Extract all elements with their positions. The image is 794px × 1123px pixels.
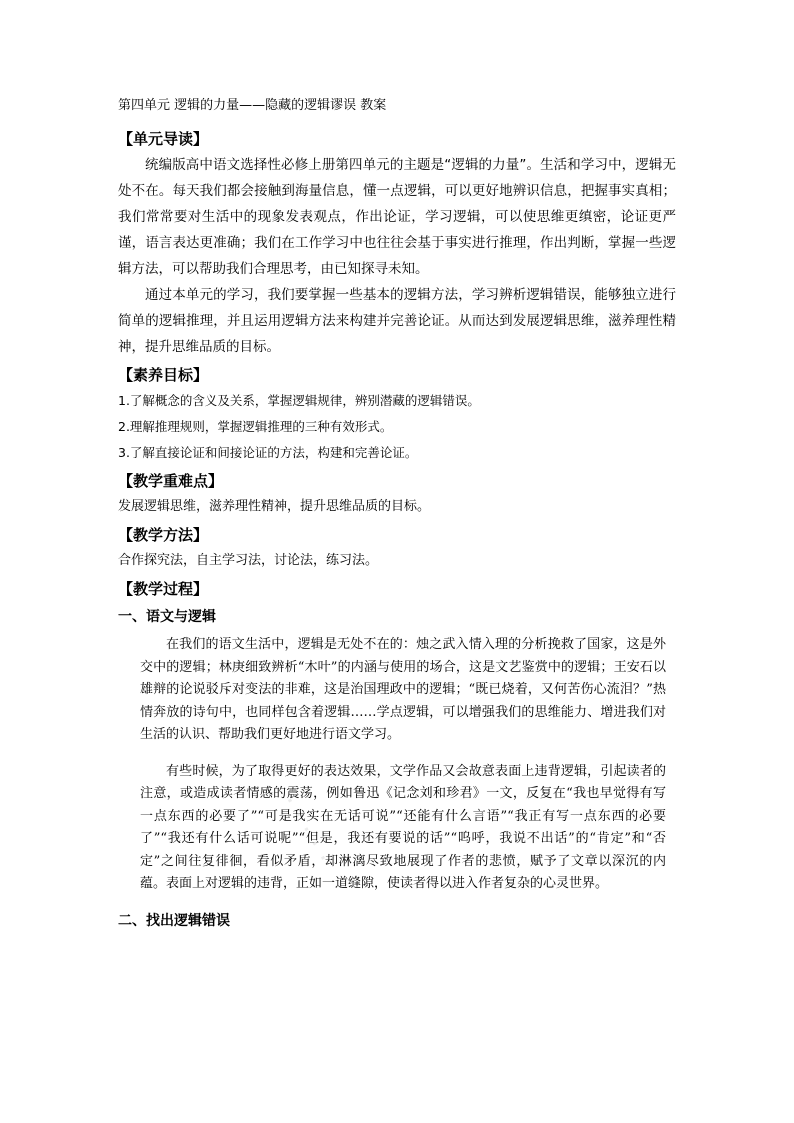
unit-intro-paragraph-2: 通过本单元的学习，我们要掌握一些基本的逻辑方法，学习辨析逻辑错误，能够独立进行简单的逻辑推理，并且运用逻辑方法来构建并完善论证。从而达到发展逻辑思维，滋养理性精神，提升思维品质的目标。	[118, 287, 676, 355]
methods-text: 合作探究法，自主学习法，讨论法，练习法。	[118, 553, 379, 568]
goals-heading: 【素养目标】	[118, 366, 209, 384]
key-points-heading: 【教学重难点】	[118, 472, 224, 490]
goal-item-3: 3.了解直接论证和间接论证的方法，构建和完善论证。	[118, 445, 418, 460]
unit-intro-paragraph-1: 统编版高中语文选择性必修上册第四单元的主题是“逻辑的力量”。生活和学习中，逻辑无处不在。每天我们都会接触到海量信息，懂一点逻辑，可以更好地辨识信息，把握事实真相；我们常常要对生活中的现象发表观点，作出论证，学习逻辑，可以使思维更缜密，论证更严谨，语言表达更准确；我们在工作学习中也往往会基于事实进行推理，作出判断，掌握一些逻辑方法，可以帮助我们合理思考，由已知探寻未知。	[118, 157, 676, 277]
faint-watermark: · · · · ·	[274, 790, 338, 870]
goal-item-1: 1.了解概念的含义及关系，掌握逻辑规律，辨别潜藏的逻辑错误。	[118, 393, 480, 408]
unit-intro-heading: 【单元导读】	[118, 130, 209, 148]
document-page	[118, 96, 676, 938]
part1-paragraph-1: 在我们的语文生活中，逻辑是无处不在的：烛之武入情入理的分析挽救了国家，这是外交中的逻辑；林庚细致辨析“木叶”的内涵与使用的场合，这是文艺鉴赏中的逻辑；王安石以雄辩的论说驳斥对变法的非难，这是治国理政中的逻辑；“既已烧着，又何苦伤心流泪？”热情奔放的诗句中，也同样包含着逻辑……学点逻辑，可以增强我们的思维能力、增进我们对生活的认识、帮助我们更好地进行语文学习。	[140, 637, 666, 742]
document-title: 第四单元 逻辑的力量——隐藏的逻辑谬误 教案	[118, 98, 387, 113]
part1-paragraph-2: 有些时候，为了取得更好的表达效果，文学作品又会故意表面上违背逻辑，引起读者的注意，或造成读者情感的震荡，例如鲁迅《记念刘和珍君》一文，反复在“我也早觉得有写一点东西的必要了”“可是我实在无话可说”“还能有什么言语”“我正有写一点东西的必要了”“我还有什么话可说呢”“但是，我还有要说的话”“呜呼，我说不出话”的“肯定”和“否定”之间往复徘徊，看似矛盾，却淋漓尽致地展现了作者的悲愤，赋予了文章以深沉的内蕴。表面上对逻辑的违背，正如一道缝隙，使读者得以进入作者复杂的心灵世界。	[140, 763, 666, 891]
part1-quote-block	[140, 634, 666, 896]
part2-heading: 二、找出逻辑错误	[118, 912, 230, 929]
process-heading: 【教学过程】	[118, 580, 209, 598]
goal-item-2: 2.理解推理规则，掌握逻辑推理的三种有效形式。	[118, 419, 393, 434]
part1-heading: 一、语文与逻辑	[118, 609, 216, 625]
key-points-text: 发展逻辑思维，滋养理性精神，提升思维品质的目标。	[118, 499, 431, 514]
methods-heading: 【教学方法】	[118, 526, 209, 544]
